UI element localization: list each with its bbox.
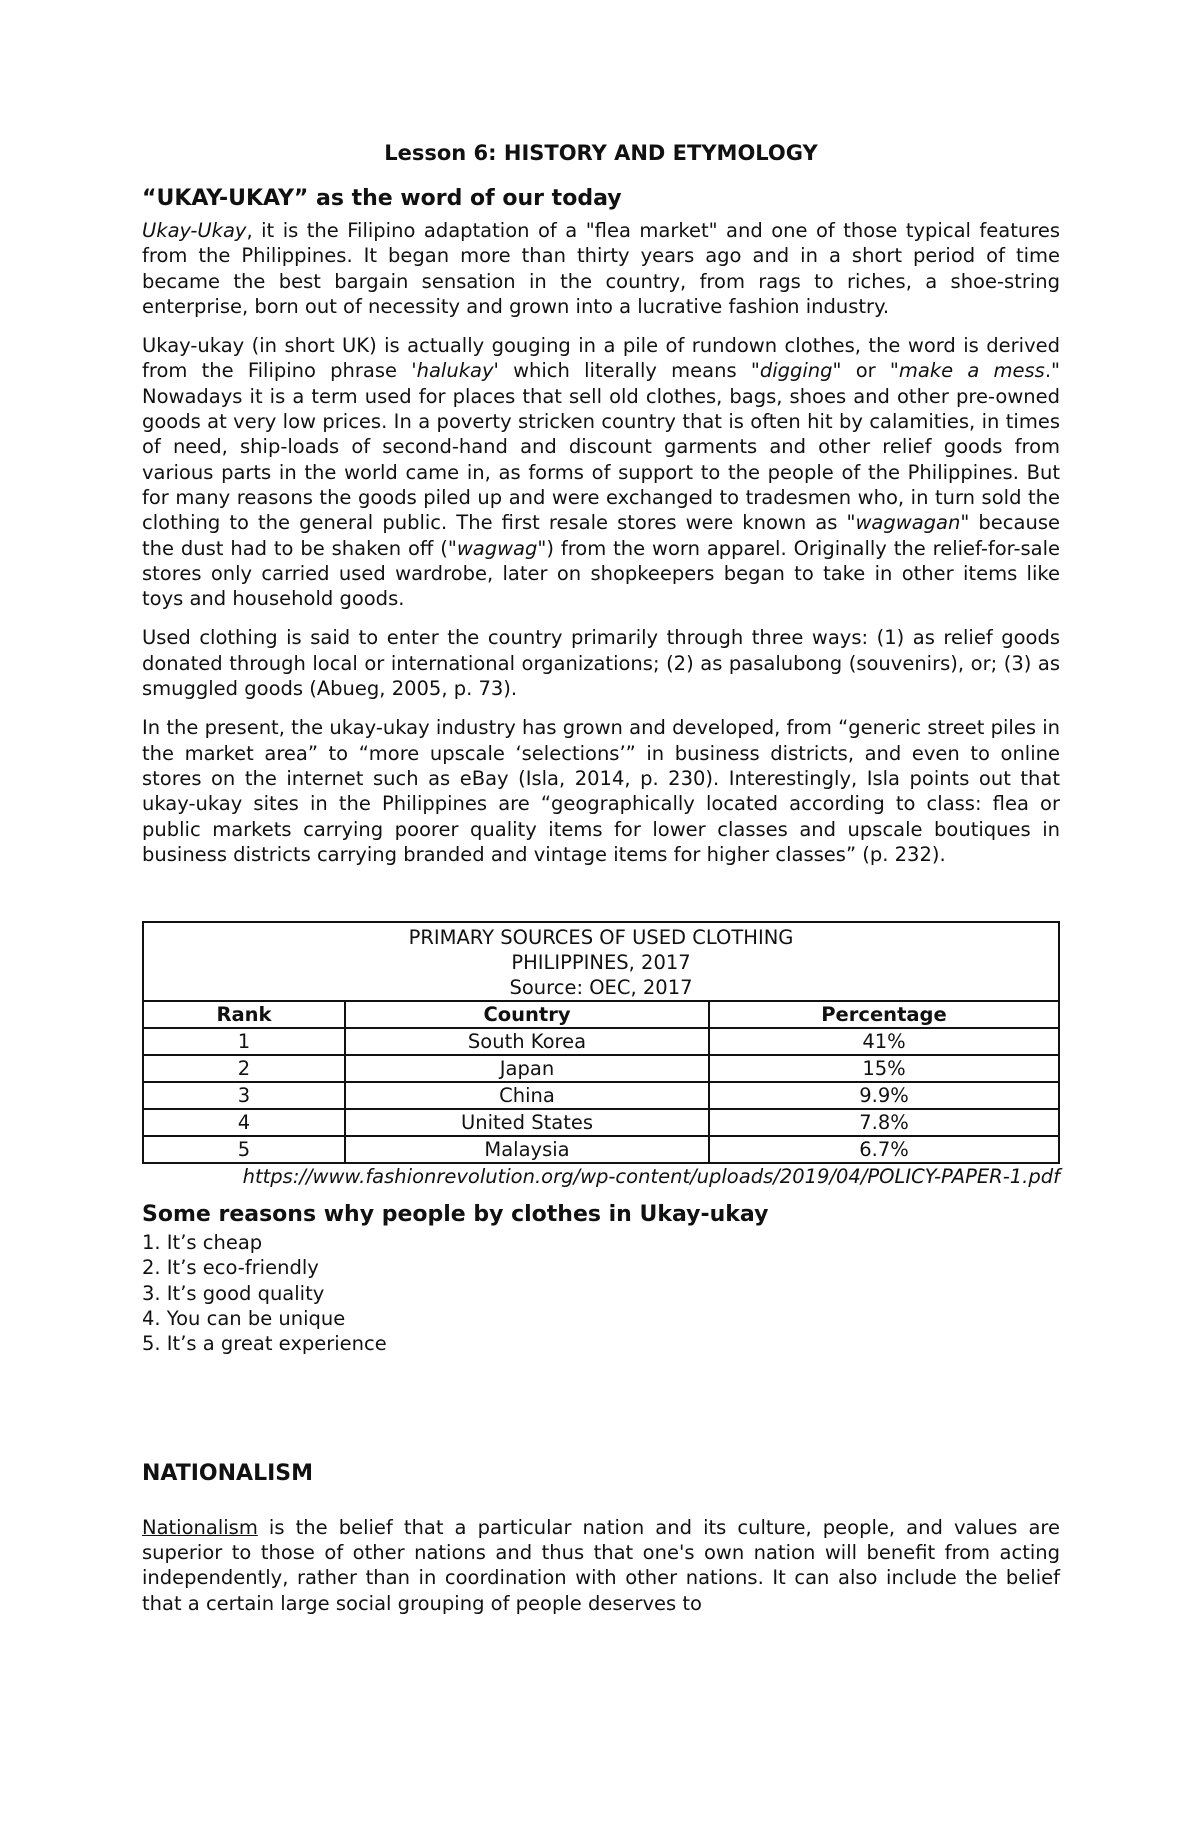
table-row [143,1136,1059,1163]
table-caption-line-3: Source: OEC, 2017 [509,976,693,1000]
paragraph-2 [142,333,1060,611]
cell-percentage: 15% [709,1055,1059,1082]
p2-text-5: " because the dust had to be shaken off (" [142,511,1060,560]
cell-rank: 3 [143,1082,345,1109]
cell-percentage: 7.8% [709,1109,1059,1136]
nationalism-link[interactable]: Nationalism [142,1515,258,1539]
paragraph-3: Used clothing is said to enter the country primarily through three ways: (1) as relief goods donated through local or international organizations; (2) as pasalubong (souvenirs), or; (3) as smuggled goods (Abueg, 2005, p. 73). [142,626,1060,701]
nationalism-heading: NATIONALISM [142,1460,314,1486]
p2-text-4: ." Nowadays it is a term used for places that sell old clothes, bags, shoes and other pre-owned goods at very low prices. In a poverty stricken country that is often hit by calamities, in times of need, ship-loads of second-hand and discount garments and other relief goods from various parts in the world came in, as forms of support to the people of the Philippines. But for many reasons the goods piled up and were exchanged to tradesmen who, in turn sold the clothing to the general public. The first resale stores were known as " [142,359,1060,535]
table-caption-line-1: PRIMARY SOURCES OF USED CLOTHING [408,926,794,950]
p2-text-1: Ukay-ukay (in short UK) is actually gouging in a pile of rundown clothes, the word is derived from the Filipino phrase ' [142,334,1060,383]
nationalism-paragraph [142,1515,1060,1616]
list-item: 4. You can be unique [142,1307,346,1331]
term-make-a-mess: make a mess [898,359,1045,383]
cell-percentage: 41% [709,1028,1059,1055]
table-row [143,1109,1059,1136]
table-row [143,1028,1059,1055]
source-url: https://www.fashionrevolution.org/wp-content/uploads/2019/04/POLICY-PAPER-1.pdf [242,1165,1060,1189]
cell-rank: 5 [143,1136,345,1163]
p2-text-2: ' which literally means " [493,359,760,383]
header-rank: Rank [143,1001,345,1028]
list-item: 1. It’s cheap [142,1231,263,1255]
term-halukay: halukay [416,359,494,383]
cell-country: United States [345,1109,709,1136]
reasons-list [142,1230,1060,1356]
cell-country: China [345,1082,709,1109]
table-row [143,1082,1059,1109]
reasons-heading: Some reasons why people by clothes in Ukay-ukay [142,1202,769,1228]
cell-rank: 2 [143,1055,345,1082]
cell-country: Japan [345,1055,709,1082]
cell-percentage: 6.7% [709,1136,1059,1163]
paragraph-1-text: , it is the Filipino adaptation of a "flea market" and one of those typical features from the Philippines. It began more than thirty years ago and in a short period of time became the best bargain sensation in the country, from rags to riches, a shoe-string enterprise, born out of necessity and grown into a lucrative fashion industry. [142,219,1060,318]
table-row [143,1055,1059,1082]
list-item: 5. It’s a great experience [142,1332,387,1356]
cell-percentage: 9.9% [709,1082,1059,1109]
header-percentage: Percentage [709,1001,1059,1028]
paragraph-1 [142,218,1060,319]
term-digging: digging [759,359,833,383]
term-ukay-ukay: Ukay-Ukay [142,219,247,242]
list-item: 3. It’s good quality [142,1281,325,1305]
cell-rank: 4 [143,1109,345,1136]
used-clothing-sources-table [142,921,1060,1164]
header-country: Country [345,1001,709,1028]
cell-country: South Korea [345,1028,709,1055]
table-header-row [143,1001,1059,1028]
p2-text-6: ") from the worn apparel. Originally the relief-for-sale stores only carried used wardrobe, later on shopkeepers began to take in other items like toys and household goods. [142,536,1061,611]
term-wagwag: wagwag [456,536,538,560]
document-page [142,138,1060,1630]
cell-country: Malaysia [345,1136,709,1163]
lesson-title: Lesson 6: HISTORY AND ETYMOLOGY [384,141,818,165]
term-wagwagan: wagwagan [855,511,961,535]
table-caption-line-2: PHILIPPINES, 2017 [511,951,691,975]
nationalism-paragraph-text: is the belief that a particular nation and its culture, people, and values are superior to those of other nations and thus that one's own nation will benefit from acting independently, rather than in coordination with other nations. It can also include the belief that a certain large social grouping of people deserves to [142,1515,1060,1615]
list-item: 2. It’s eco-friendly [142,1256,319,1280]
cell-rank: 1 [143,1028,345,1055]
paragraph-4: In the present, the ukay-ukay industry has grown and developed, from “generic street piles in the market area” to “more upscale ‘selections’” in business districts, and even to online stores on the internet such as eBay (Isla, 2014, p. 230). Interestingly, Isla points out that ukay-ukay sites in the Philippines are “geographically located according to class: flea or public markets carrying poorer quality items for lower classes and upscale boutiques in business districts carrying branded and vintage items for higher classes” (p. 232). [142,716,1060,866]
p2-text-3: " or " [832,359,899,383]
section-heading-ukay-ukay: “UKAY-UKAY” as the word of our today [142,186,622,211]
table-caption [143,922,1059,1001]
